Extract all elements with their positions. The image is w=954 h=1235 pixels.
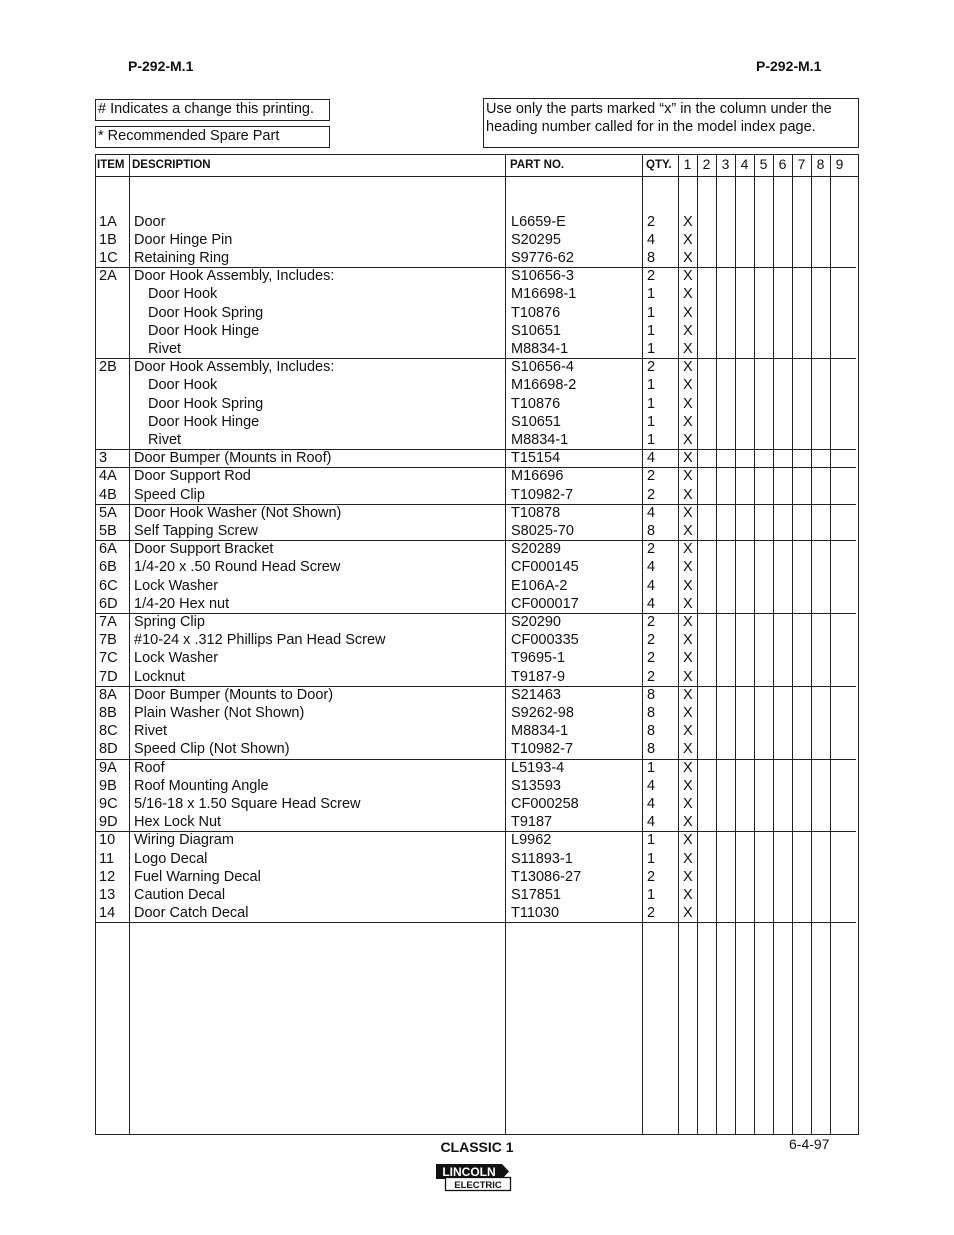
quantity: 4	[647, 559, 656, 576]
table-row	[96, 649, 858, 667]
model-1-mark: X	[683, 777, 693, 794]
model-1-mark: X	[683, 795, 693, 812]
quantity: 2	[647, 668, 656, 685]
item-number: 8D	[99, 741, 118, 758]
table-row	[96, 249, 858, 267]
quantity: 1	[647, 850, 656, 867]
table-row	[96, 722, 858, 740]
item-number: 7B	[99, 632, 117, 649]
item-number: 1B	[99, 231, 117, 248]
item-description: Rivet	[148, 431, 182, 448]
quantity: 2	[647, 632, 656, 649]
quantity: 8	[647, 704, 656, 721]
part-number: CF000145	[511, 559, 579, 576]
model-1-mark: X	[683, 213, 693, 230]
table-row	[96, 868, 858, 886]
part-number: E106A-2	[511, 577, 568, 594]
spare-note: * Recommended Spare Part	[98, 128, 280, 144]
part-number: M16698-2	[511, 377, 577, 394]
item-description: 1/4-20 x .50 Round Head Screw	[134, 559, 341, 576]
part-number: T10982-7	[511, 741, 574, 758]
quantity: 1	[647, 286, 656, 303]
item-description: Door Hook Spring	[148, 304, 264, 321]
quantity: 8	[647, 686, 656, 703]
item-description: Door Hinge Pin	[134, 231, 233, 248]
item-description: #10-24 x .312 Phillips Pan Head Screw	[134, 632, 386, 649]
column-header-description: DESCRIPTION	[132, 159, 211, 171]
item-description: Retaining Ring	[134, 249, 230, 266]
table-row	[96, 795, 858, 813]
parts-table	[95, 154, 859, 1135]
model-1-mark: X	[683, 359, 693, 376]
part-number: S10656-3	[511, 268, 574, 285]
table-row	[96, 613, 858, 631]
part-number: S10656-4	[511, 359, 574, 376]
table-row	[96, 449, 858, 467]
model-1-mark: X	[683, 814, 693, 831]
item-number: 14	[99, 905, 116, 922]
model-1-mark: X	[683, 340, 693, 357]
column-header-model-5: 5	[759, 156, 768, 172]
spare-note-box	[95, 126, 330, 148]
part-number: L6659-E	[511, 213, 566, 230]
table-row	[96, 322, 858, 340]
item-number: 9A	[99, 759, 117, 776]
quantity: 1	[647, 322, 656, 339]
quantity: 4	[647, 504, 656, 521]
item-number: 5A	[99, 504, 117, 521]
item-number: 6B	[99, 559, 117, 576]
item-description: Lock Washer	[134, 650, 219, 667]
part-number: L5193-4	[511, 759, 565, 776]
table-row	[96, 631, 858, 649]
table-row	[96, 759, 858, 777]
header-divider	[96, 176, 858, 177]
quantity: 1	[647, 395, 656, 412]
model-1-mark: X	[683, 268, 693, 285]
item-number: 5B	[99, 522, 117, 539]
item-description: Lock Washer	[134, 577, 219, 594]
quantity: 2	[647, 650, 656, 667]
instructions-line-1: Use only the parts marked “x” in the column under the	[486, 101, 832, 117]
table-row	[96, 486, 858, 504]
item-number: 10	[99, 832, 116, 849]
table-row	[96, 686, 858, 704]
part-number: S20290	[511, 613, 561, 630]
item-number: 9B	[99, 777, 117, 794]
part-number: T10876	[511, 304, 561, 321]
quantity: 1	[647, 759, 656, 776]
part-number: CF000335	[511, 632, 579, 649]
quantity: 4	[647, 777, 656, 794]
lincoln-electric-logo	[435, 1163, 513, 1193]
item-number: 11	[99, 850, 115, 867]
quantity: 4	[647, 795, 656, 812]
part-number: CF000017	[511, 595, 579, 612]
item-number: 7A	[99, 613, 117, 630]
model-1-mark: X	[683, 686, 693, 703]
quantity: 2	[647, 359, 656, 376]
header-code-right: P-292-M.1	[756, 58, 822, 74]
group-divider	[96, 922, 856, 923]
item-description: Speed Clip (Not Shown)	[134, 741, 290, 758]
item-number: 2B	[99, 359, 117, 376]
column-header-model-4: 4	[740, 156, 749, 172]
column-header-model-9: 9	[835, 156, 844, 172]
footer-date: 6-4-97	[789, 1136, 830, 1152]
header-code-left: P-292-M.1	[128, 58, 194, 74]
model-1-mark: X	[683, 723, 693, 740]
model-1-mark: X	[683, 431, 693, 448]
item-description: Door Hook Washer (Not Shown)	[134, 504, 342, 521]
item-number: 6A	[99, 541, 117, 558]
item-description: Door Hook Assembly, Includes:	[134, 359, 335, 376]
table-row	[96, 668, 858, 686]
part-number: S21463	[511, 686, 561, 703]
model-1-mark: X	[683, 450, 693, 467]
item-description: 1/4-20 Hex nut	[134, 595, 230, 612]
quantity: 8	[647, 522, 656, 539]
table-row	[96, 358, 858, 376]
item-description: Door Catch Decal	[134, 905, 249, 922]
item-description: Door Hook Hinge	[148, 322, 260, 339]
table-row	[96, 558, 858, 576]
item-description: Door Hook Hinge	[148, 413, 260, 430]
part-number: T9187-9	[511, 668, 566, 685]
item-description: Door Hook Assembly, Includes:	[134, 268, 335, 285]
part-number: T10878	[511, 504, 561, 521]
part-number: T9695-1	[511, 650, 566, 667]
table-row	[96, 413, 858, 431]
item-description: Wiring Diagram	[134, 832, 234, 849]
model-1-mark: X	[683, 632, 693, 649]
part-number: S9776-62	[511, 249, 574, 266]
model-1-mark: X	[683, 704, 693, 721]
part-number: S11893-1	[511, 850, 573, 867]
model-1-mark: X	[683, 413, 693, 430]
change-note: # Indicates a change this printing.	[98, 101, 315, 117]
instructions-line-2: heading number called for in the model index page.	[486, 119, 816, 135]
item-description: Roof	[134, 759, 165, 776]
item-number: 2A	[99, 268, 117, 285]
column-header-model-6: 6	[778, 156, 787, 172]
item-description: Locknut	[134, 668, 185, 685]
part-number: T10876	[511, 395, 561, 412]
part-number: T9187	[511, 814, 553, 831]
quantity: 2	[647, 486, 656, 503]
table-row	[96, 467, 858, 485]
table-row	[96, 267, 858, 285]
quantity: 1	[647, 431, 656, 448]
item-number: 8B	[99, 704, 117, 721]
model-1-mark: X	[683, 286, 693, 303]
item-number: 8C	[99, 723, 118, 740]
table-row	[96, 395, 858, 413]
part-number: T15154	[511, 450, 561, 467]
item-number: 12	[99, 868, 116, 885]
table-row	[96, 231, 858, 249]
part-number: M8834-1	[511, 431, 569, 448]
item-description: Speed Clip	[134, 486, 205, 503]
table-row	[96, 504, 858, 522]
model-1-mark: X	[683, 832, 693, 849]
part-number: S8025-70	[511, 522, 574, 539]
quantity: 2	[647, 613, 656, 630]
table-row	[96, 540, 858, 558]
item-number: 1A	[99, 213, 117, 230]
column-header-model-7: 7	[797, 156, 806, 172]
model-1-mark: X	[683, 504, 693, 521]
item-number: 6C	[99, 577, 118, 594]
part-number: S20289	[511, 541, 561, 558]
quantity: 4	[647, 814, 656, 831]
item-number: 1C	[99, 249, 118, 266]
model-1-mark: X	[683, 486, 693, 503]
part-number: M8834-1	[511, 723, 569, 740]
logo-electric-text: ELECTRIC	[454, 1180, 502, 1191]
part-number: S13593	[511, 777, 561, 794]
column-header-model-8: 8	[816, 156, 825, 172]
item-description: Self Tapping Screw	[134, 522, 258, 539]
quantity: 1	[647, 377, 656, 394]
table-row	[96, 213, 858, 231]
model-1-mark: X	[683, 541, 693, 558]
item-number: 9C	[99, 795, 118, 812]
model-1-mark: X	[683, 377, 693, 394]
part-number: S10651	[511, 413, 561, 430]
part-number: S17851	[511, 886, 561, 903]
part-number: S20295	[511, 231, 561, 248]
model-1-mark: X	[683, 395, 693, 412]
model-1-mark: X	[683, 231, 693, 248]
item-description: Rivet	[148, 340, 182, 357]
part-number: S9262-98	[511, 704, 574, 721]
item-description: Door Support Bracket	[134, 541, 274, 558]
model-1-mark: X	[683, 322, 693, 339]
instructions-box	[483, 98, 859, 148]
quantity: 8	[647, 249, 656, 266]
item-description: Logo Decal	[134, 850, 208, 867]
model-1-mark: X	[683, 468, 693, 485]
item-number: 7D	[99, 668, 118, 685]
part-number: CF000258	[511, 795, 579, 812]
part-number: L9962	[511, 832, 552, 849]
column-header-model-3: 3	[721, 156, 730, 172]
quantity: 4	[647, 450, 656, 467]
column-header-qty: QTY.	[646, 159, 672, 171]
item-number: 13	[99, 886, 116, 903]
model-1-mark: X	[683, 668, 693, 685]
table-row	[96, 431, 858, 449]
item-description: Roof Mounting Angle	[134, 777, 269, 794]
part-number: T10982-7	[511, 486, 574, 503]
model-1-mark: X	[683, 868, 693, 885]
table-row	[96, 577, 858, 595]
table-row	[96, 850, 858, 868]
logo-lincoln-text: LINCOLN	[442, 1165, 496, 1179]
item-description: Door Bumper (Mounts in Roof)	[134, 450, 332, 467]
quantity: 2	[647, 213, 656, 230]
model-1-mark: X	[683, 595, 693, 612]
item-number: 7C	[99, 650, 118, 667]
part-number: T11030	[511, 905, 560, 922]
table-row	[96, 304, 858, 322]
table-row	[96, 886, 858, 904]
table-row	[96, 285, 858, 303]
item-number: 8A	[99, 686, 117, 703]
item-description: Door Hook Spring	[148, 395, 264, 412]
table-row	[96, 376, 858, 394]
quantity: 2	[647, 905, 656, 922]
item-description: Door Hook	[148, 286, 218, 303]
item-description: Door	[134, 213, 166, 230]
item-number: 6D	[99, 595, 118, 612]
model-1-mark: X	[683, 522, 693, 539]
part-number: M8834-1	[511, 340, 569, 357]
column-header-model-1: 1	[683, 156, 692, 172]
model-1-mark: X	[683, 613, 693, 630]
quantity: 4	[647, 231, 656, 248]
quantity: 1	[647, 304, 656, 321]
table-row	[96, 904, 858, 922]
model-1-mark: X	[683, 650, 693, 667]
part-number: S10651	[511, 322, 561, 339]
footer-model-title: CLASSIC 1	[440, 1139, 514, 1155]
model-1-mark: X	[683, 886, 693, 903]
part-number: M16698-1	[511, 286, 577, 303]
part-number: T13086-27	[511, 868, 582, 885]
item-description: Plain Washer (Not Shown)	[134, 704, 305, 721]
quantity: 4	[647, 595, 656, 612]
item-number: 4A	[99, 468, 117, 485]
quantity: 2	[647, 468, 656, 485]
model-1-mark: X	[683, 559, 693, 576]
quantity: 1	[647, 413, 656, 430]
column-header-item: ITEM	[97, 159, 125, 171]
item-description: 5/16-18 x 1.50 Square Head Screw	[134, 795, 361, 812]
part-number: M16696	[511, 468, 564, 485]
table-row	[96, 340, 858, 358]
model-1-mark: X	[683, 577, 693, 594]
quantity: 4	[647, 577, 656, 594]
item-number: 3	[99, 450, 108, 467]
column-header-model-2: 2	[702, 156, 711, 172]
table-row	[96, 595, 858, 613]
quantity: 1	[647, 886, 656, 903]
item-description: Door Bumper (Mounts to Door)	[134, 686, 334, 703]
quantity: 1	[647, 340, 656, 357]
item-description: Caution Decal	[134, 886, 226, 903]
item-description: Door Support Rod	[134, 468, 251, 485]
change-note-box	[95, 99, 330, 121]
model-1-mark: X	[683, 850, 693, 867]
item-description: Door Hook	[148, 377, 218, 394]
quantity: 1	[647, 832, 656, 849]
item-description: Fuel Warning Decal	[134, 868, 261, 885]
table-row	[96, 777, 858, 795]
model-1-mark: X	[683, 304, 693, 321]
table-row	[96, 740, 858, 758]
item-number: 4B	[99, 486, 117, 503]
quantity: 2	[647, 541, 656, 558]
model-1-mark: X	[683, 741, 693, 758]
table-row	[96, 831, 858, 849]
item-description: Hex Lock Nut	[134, 814, 222, 831]
quantity: 2	[647, 268, 656, 285]
model-1-mark: X	[683, 759, 693, 776]
table-row	[96, 813, 858, 831]
model-1-mark: X	[683, 905, 693, 922]
item-description: Spring Clip	[134, 613, 205, 630]
table-row	[96, 704, 858, 722]
table-row	[96, 522, 858, 540]
quantity: 8	[647, 741, 656, 758]
quantity: 2	[647, 868, 656, 885]
item-description: Rivet	[134, 723, 168, 740]
quantity: 8	[647, 723, 656, 740]
item-number: 9D	[99, 814, 118, 831]
column-header-part-no: PART NO.	[510, 159, 565, 171]
model-1-mark: X	[683, 249, 693, 266]
